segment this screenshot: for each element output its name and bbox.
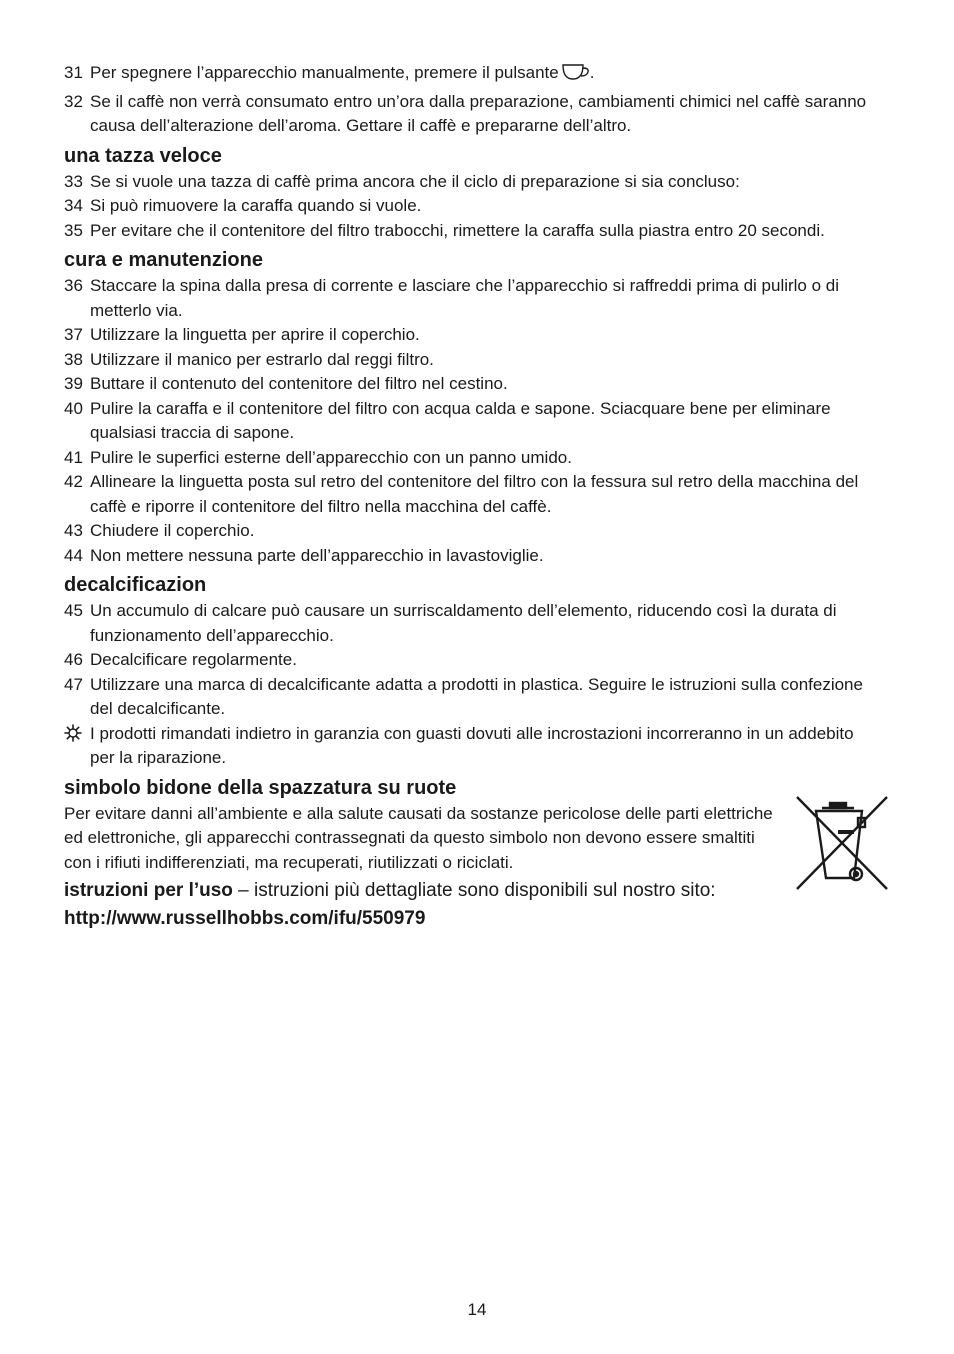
item-text: Utilizzare il manico per estrarlo dal reggi filtro. bbox=[90, 349, 434, 369]
list-item-41 bbox=[64, 446, 874, 471]
warning-text: I prodotti rimandati indietro in garanzia con guasti dovuti alle incrostazioni incorreranno in un addebito per la riparazione. bbox=[90, 723, 854, 767]
item-number: 31 bbox=[64, 63, 83, 82]
item-number: 35 bbox=[64, 220, 83, 240]
item-number: 44 bbox=[64, 545, 83, 565]
item-text: Allineare la linguetta posta sul retro del contenitore del filtro con la fessura sul retro della macchina del caffè e riporre il contenitore del filtro nella macchina del caffè. bbox=[90, 472, 859, 516]
heading-quick-cup: una tazza veloce bbox=[64, 144, 222, 167]
star-burst-icon bbox=[64, 724, 82, 750]
item-text: Chiudere il coperchio. bbox=[90, 521, 255, 540]
heading-care: cura e manutenzione bbox=[64, 249, 263, 271]
list-item-31 bbox=[64, 61, 874, 90]
item-text: Si può rimuovere la caraffa quando si vuole. bbox=[90, 196, 422, 215]
item-text: Staccare la spina dalla presa di corrente e lasciare che l’apparecchio si raffreddi prima di pulirlo o di metterlo via. bbox=[90, 276, 840, 320]
item-text: Utilizzare la linguetta per aprire il coperchio. bbox=[90, 325, 420, 344]
list-item-44 bbox=[64, 544, 874, 569]
item-number: 45 bbox=[64, 601, 83, 620]
heading-descale: decalcificazion bbox=[64, 574, 207, 596]
item-text: Per evitare che il contenitore del filtro trabocchi, rimettere la caraffa sulla piastra entro 20 secondi. bbox=[90, 220, 825, 240]
list-item-32 bbox=[64, 90, 874, 139]
page-number: 14 bbox=[467, 1300, 487, 1319]
item-number: 34 bbox=[64, 196, 83, 215]
crossed-out-wheelie-bin-icon bbox=[794, 794, 890, 892]
list-item-39 bbox=[64, 372, 874, 397]
item-text: Un accumulo di calcare può causare un surriscaldamento dell’elemento, riducendo così la durata di funzionamento dell’apparecchio. bbox=[90, 601, 837, 645]
ifu-line bbox=[64, 877, 874, 905]
item-number: 40 bbox=[64, 398, 83, 418]
list-item-47 bbox=[64, 673, 874, 722]
list-item-33 bbox=[64, 170, 874, 195]
item-text: Pulire la caraffa e il contenitore del filtro con acqua calda e sapone. Sciacquare bene per eliminare qualsiasi traccia di sapone. bbox=[90, 398, 831, 442]
item-number: 33 bbox=[64, 171, 83, 191]
item-text: Non mettere nessuna parte dell’apparecchio in lavastoviglie. bbox=[90, 545, 544, 565]
list-item-36 bbox=[64, 274, 874, 323]
item-number: 37 bbox=[64, 325, 83, 344]
list-item-46 bbox=[64, 648, 874, 673]
item-text: Decalcificare regolarmente. bbox=[90, 650, 297, 669]
item-number: 46 bbox=[64, 650, 83, 669]
ifu-text: – istruzioni più dettagliate sono disponibili sul nostro sito: bbox=[232, 880, 716, 901]
cup-icon bbox=[562, 62, 590, 90]
item-number: 39 bbox=[64, 374, 83, 393]
item-text: Se si vuole una tazza di caffè prima ancora che il ciclo di preparazione si sia concluso: bbox=[90, 171, 740, 191]
list-item-35 bbox=[64, 219, 874, 244]
item-number: 32 bbox=[64, 91, 83, 111]
list-item-42 bbox=[64, 470, 874, 519]
item-text bbox=[90, 61, 874, 90]
warning-item bbox=[64, 722, 874, 771]
item-text-suffix: . bbox=[589, 63, 595, 82]
item-number: 36 bbox=[64, 276, 83, 295]
list-item-34 bbox=[64, 194, 874, 219]
item-text: Buttare il contenuto del contenitore del filtro nel cestino. bbox=[90, 374, 508, 393]
list-item-38 bbox=[64, 348, 874, 373]
item-text: Se il caffè non verrà consumato entro un’ora dalla preparazione, cambiamenti chimici nel caffè saranno causa dell’alterazione dell’aroma. Gettare il caffè e prepararne dell’altro. bbox=[90, 91, 867, 135]
item-text: Pulire le superfici esterne dell’apparecchio con un panno umido. bbox=[90, 447, 572, 467]
list-item-45 bbox=[64, 599, 874, 648]
item-text-body: Per spegnere l’apparecchio manualmente, premere il pulsante bbox=[90, 63, 559, 82]
weee-text: Per evitare danni all’ambiente e alla salute causati da sostanze pericolose delle parti elettriche ed elettroniche, gli apparecchi contrassegnati da questo simbolo non devono essere smaltiti con i rifiuti indifferenziati, ma recuperati, riutilizzati o riciclati. bbox=[64, 803, 773, 872]
weee-block bbox=[64, 802, 874, 876]
warning-marker bbox=[64, 722, 90, 750]
list-item-43 bbox=[64, 519, 874, 544]
item-number: 41 bbox=[64, 447, 83, 467]
item-text: Utilizzare una marca di decalcificante adatta a prodotti in plastica. Seguire le istruzioni sulla confezione del decalcificante. bbox=[90, 674, 863, 718]
list-item-37 bbox=[64, 323, 874, 348]
item-number: 47 bbox=[64, 674, 83, 694]
ifu-label: istruzioni per l’uso bbox=[64, 880, 233, 901]
page-content bbox=[64, 61, 874, 933]
item-number: 38 bbox=[64, 349, 83, 369]
ifu-url-link[interactable]: http://www.russellhobbs.com/ifu/550979 bbox=[64, 908, 426, 929]
item-number: 43 bbox=[64, 521, 83, 540]
item-number: 42 bbox=[64, 472, 83, 491]
list-item-40 bbox=[64, 397, 874, 446]
heading-weee: simbolo bidone della spazzatura su ruote bbox=[64, 776, 457, 799]
